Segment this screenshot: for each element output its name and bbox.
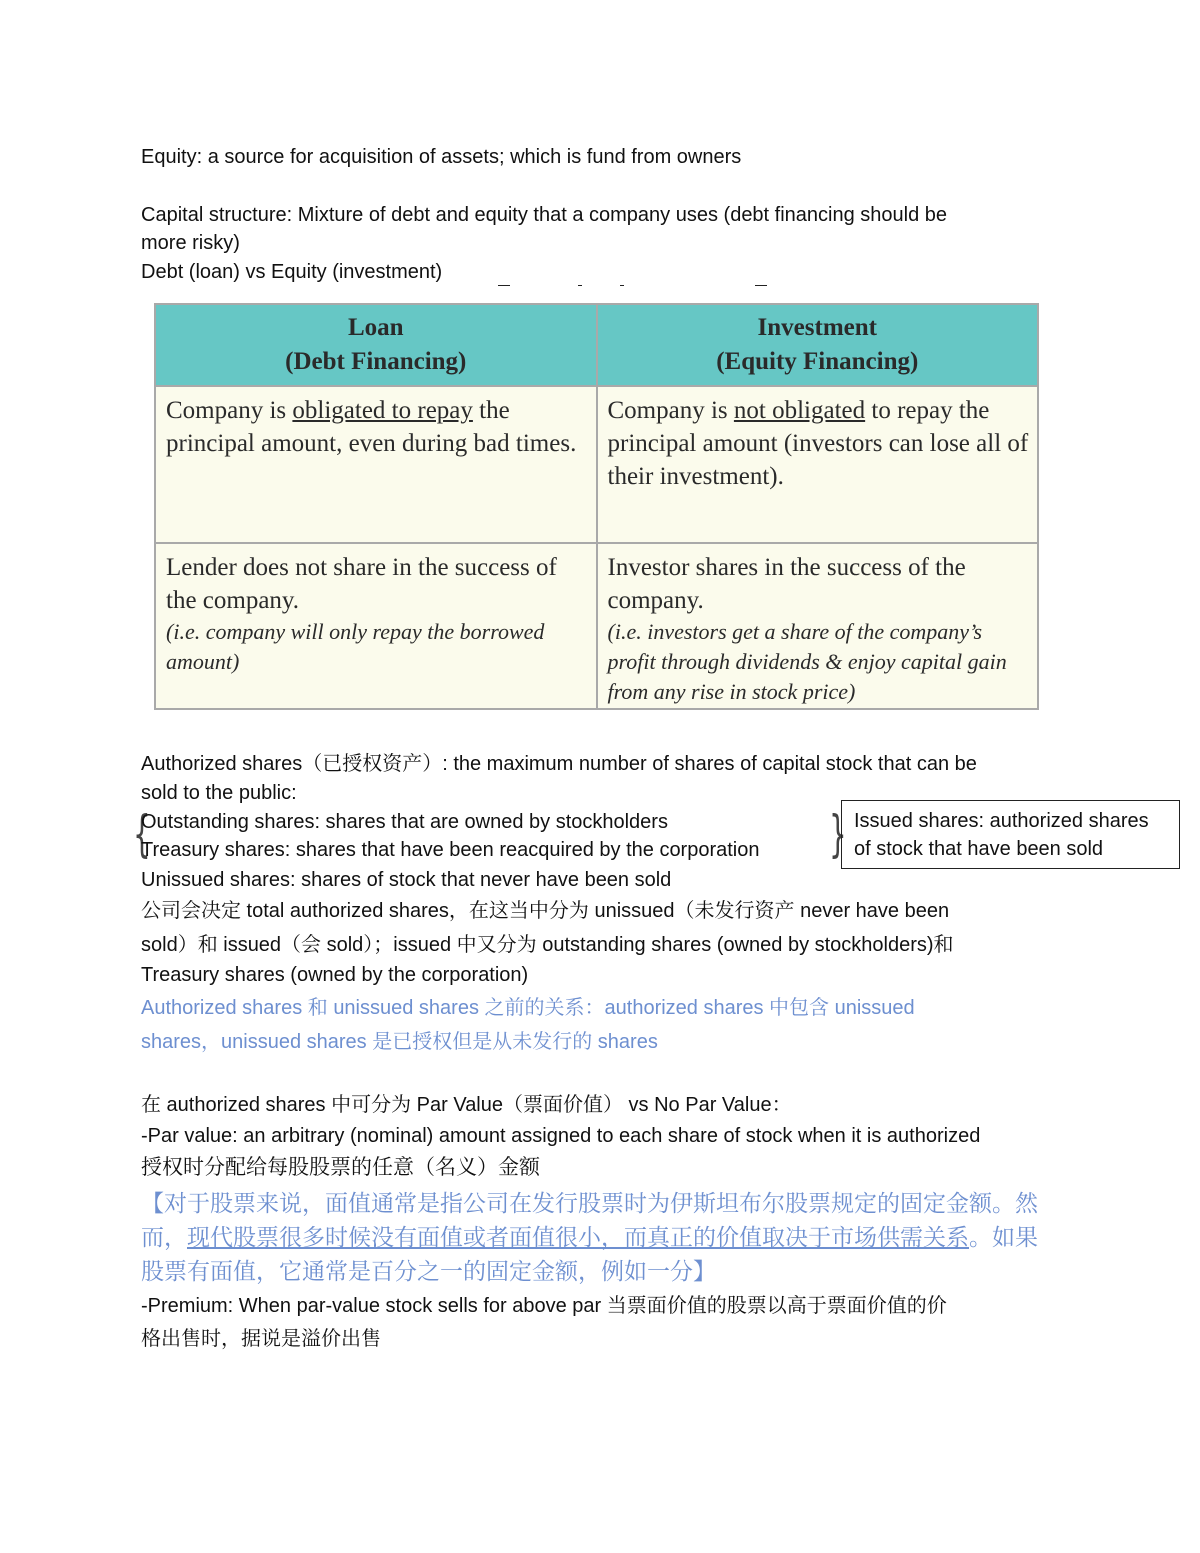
premium-definition-line-1: -Premium: When par-value stock sells for above par 当票面价值的股票以高于票面价值的价 [141,1295,947,1317]
left-brace-icon: { [133,805,151,863]
investment-header-title: Investment [757,314,877,341]
loan-repayment-cell [155,386,597,543]
relation-note-line-1: Authorized shares 和 unissued shares 之前的关系：authorized shares 中包含 unissued [141,997,915,1019]
cell-text: Investor shares in the success of the company. [607,554,966,614]
equity-definition: Equity: a source for acquisition of assets; which is fund from owners [141,146,742,168]
loan-vs-investment-table [154,303,1039,710]
cell-text: the principal amount, even during bad times. [166,397,577,457]
par-note-line-1: 【对于股票来说，面值通常是指公司在发行股票时为伊斯坦布尔股票规定的固定金额。然 [141,1190,1038,1216]
capital-structure-line-1: Capital structure: Mixture of debt and equity that a company uses (debt financing should be [141,204,948,226]
par-value-definition-cn: 授权时分配给每股股票的任意（名义）金额 [141,1156,540,1179]
cell-text: Company is [166,397,293,424]
cell-text-underlined: obligated to repay [292,397,473,424]
cell-note: (i.e. company will only repay the borrowed amount) [166,619,545,674]
par-value-definition: -Par value: an arbitrary (nominal) amount assigned to each share of stock when it is authorized [141,1125,981,1147]
capital-structure-line-2: more risky) [141,232,240,254]
stray-underline-mark [578,285,582,286]
par-value-intro: 在 authorized shares 中可分为 Par Value（票面价值） vs No Par Value： [141,1094,792,1116]
cell-text: to repay the principal amount (investors can lose all of their investment). [607,397,1029,490]
investment-header-subtitle: (Equity Financing) [716,348,919,375]
cell-note: (i.e. investors get a share of the company’s profit through dividends & enjoy capital gain from any rise in stock price) [607,619,1007,704]
debt-vs-equity-heading: Debt (loan) vs Equity (investment) [141,261,443,283]
table-header-row [155,304,1038,386]
par-note-line-3: 股票有面值，它通常是百分之一的固定金额，例如一分】 [141,1258,716,1284]
investment-column-header [597,304,1039,386]
loan-header-subtitle: (Debt Financing) [285,348,467,375]
stray-underline-mark [620,285,624,286]
note-text: 而， [141,1224,187,1250]
loan-success-cell [155,543,597,709]
chinese-explanation-line-1: 公司会决定 total authorized shares，在这当中分为 unissued（未发行资产 never have been [141,900,950,922]
cell-text: Lender does not share in the success of the company. [166,554,557,614]
par-note-line-2 [141,1221,1038,1253]
table-row [155,543,1038,709]
premium-definition-line-2: 格出售时，据说是溢价出售 [141,1328,381,1350]
investment-repayment-cell [597,386,1039,543]
cell-text-underlined: not obligated [733,397,866,424]
stray-underline-mark [498,285,510,286]
table-row [155,386,1038,543]
right-brace-icon: } [829,805,847,863]
stray-underline-mark [755,285,767,286]
chinese-explanation-line-2: sold）和 issued（会 sold）；issued 中又分为 outstanding shares (owned by stockholders)和 [141,934,954,956]
authorized-shares-line-1: Authorized shares（已授权资产）: the maximum number of shares of capital stock that can be [141,753,977,775]
note-text-underlined: 现代股票很多时候没有面值或者面值很小，而真正的价值取决于市场供需关系 [187,1224,969,1250]
loan-column-header [155,304,597,386]
note-text: 。如果 [969,1224,1038,1250]
issued-shares-box-line-2: of stock that have been sold [854,838,1104,860]
issued-shares-box [841,800,1180,869]
cell-text: Company is [607,397,734,424]
issued-shares-box-line-1: Issued shares: authorized shares [854,810,1149,832]
unissued-shares-def: Unissued shares: shares of stock that never have been sold [141,869,672,891]
outstanding-shares-def: Outstanding shares: shares that are owned by stockholders [141,811,668,833]
investment-success-cell [597,543,1039,709]
authorized-shares-line-2: sold to the public: [141,782,297,804]
loan-header-title: Loan [347,314,404,341]
chinese-explanation-line-3: Treasury shares (owned by the corporation) [141,964,529,986]
relation-note-line-2: shares，unissued shares 是已授权但是从未发行的 shares [141,1031,658,1053]
treasury-shares-def: Treasury shares: shares that have been reacquired by the corporation [141,839,760,861]
